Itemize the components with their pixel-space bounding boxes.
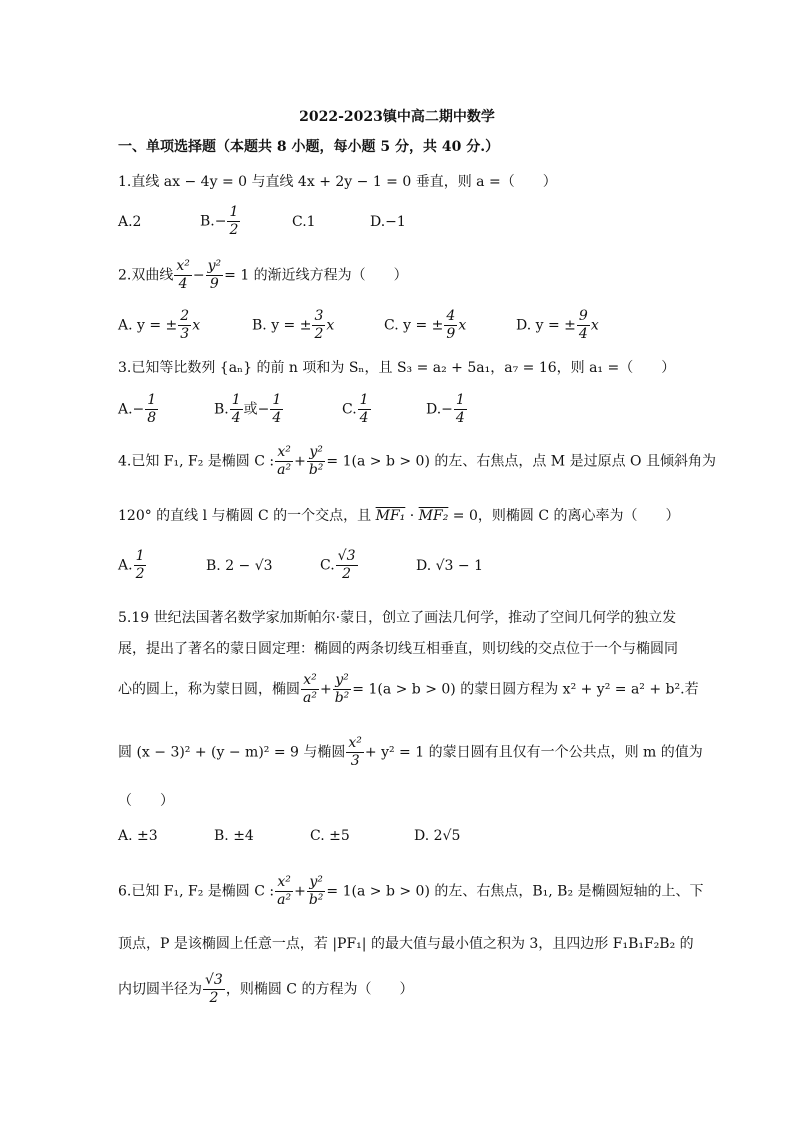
frac [134, 548, 147, 583]
frac2 [307, 444, 326, 479]
pre: A. [118, 557, 133, 574]
question-5-line2: 展，提出了著名的蒙日圆定理：椭圆的两条切线互相垂直，则切线的交点位于一个与椭圆同 [118, 641, 678, 657]
q2-pre: 2.双曲线 [118, 267, 174, 284]
q2-option-a [118, 308, 200, 343]
den: a² [277, 892, 292, 908]
num: x² [275, 444, 293, 462]
vector-mf1: MF₁ [375, 508, 406, 524]
num: x² [275, 874, 293, 892]
page-title: 2022-2023镇中高二期中数学 [299, 109, 495, 125]
question-1-stem: 1.直线 ax − 4y = 0 与直线 4x + 2y − 1 = 0 垂直，则 a =（ ） [118, 174, 557, 190]
frac [346, 735, 364, 770]
frac [203, 972, 225, 1007]
q2-option-b [252, 308, 334, 343]
question-2-stem [118, 258, 408, 293]
pre: 心的圆上，称为蒙日圆，椭圆 [118, 681, 300, 698]
question-4-stem-line1 [118, 444, 716, 479]
frac [336, 548, 358, 583]
pre: D.− [426, 401, 453, 418]
num: √3 [337, 548, 356, 564]
num: x² [348, 735, 362, 751]
pre: D. y = ± [516, 317, 576, 334]
pre: 4.已知 F₁, F₂ 是椭圆 C : [118, 453, 275, 470]
question-3-stem: 3.已知等比数列 {aₙ} 的前 n 项和为 Sₙ，且 S₃ = a₂ + 5a₁，a₇ = 16，则 a₁ =（ ） [118, 360, 676, 376]
den: 2 [135, 566, 145, 582]
dot: · [405, 508, 419, 524]
den: 2 [229, 222, 239, 238]
plus: + [294, 883, 306, 900]
den: a² [277, 462, 292, 478]
num: 1 [231, 392, 241, 408]
q5-option-d: D. 2√5 [414, 828, 461, 844]
frac2 [333, 672, 352, 707]
post: x [192, 317, 201, 334]
question-5-line4 [118, 735, 703, 770]
den: 9 [209, 276, 219, 292]
pre: 6.已知 F₁, F₂ 是椭圆 C : [118, 883, 275, 900]
question-5-line1: 5.19 世纪法国著名数学家加斯帕尔·蒙日，创立了画法几何学，推动了空间几何学的独立发 [118, 610, 677, 626]
num: 1 [359, 392, 369, 408]
den: 8 [147, 410, 157, 426]
q3-option-a [118, 392, 159, 427]
pre: 120° 的直线 l 与椭圆 C 的一个交点，且 [118, 508, 376, 524]
pre: C. [342, 401, 357, 418]
question-6-line3 [118, 972, 413, 1007]
q3-option-d [426, 392, 468, 427]
post: x [458, 317, 467, 334]
den: 4 [578, 326, 588, 342]
num: 1 [135, 548, 145, 564]
num: 9 [578, 308, 588, 324]
q4-option-b: B. 2 − √3 [206, 558, 273, 574]
den: 4 [272, 410, 282, 426]
pre: C. [320, 557, 335, 574]
pre: C. y = ± [384, 317, 444, 334]
q4-option-d: D. √3 − 1 [416, 558, 483, 574]
num: y² [333, 672, 352, 690]
num: x² [301, 672, 319, 690]
num: 1 [272, 392, 282, 408]
question-6-line2: 顶点，P 是该椭圆上任意一点，若 |PF₁| 的最大值与最小值之积为 3，且四边形 F₁B₁F₂B₂ 的 [118, 936, 694, 952]
post: x [326, 317, 335, 334]
den: 4 [231, 410, 241, 426]
q1-b-sign: B.− [200, 213, 227, 230]
q3-option-b [214, 392, 284, 427]
num: 1 [455, 392, 465, 408]
q1-option-a: A.2 [118, 214, 142, 230]
frac [577, 308, 590, 343]
plus: + [294, 453, 306, 470]
frac [358, 392, 371, 427]
num: y² [307, 444, 326, 462]
q1-option-c: C.1 [292, 214, 316, 230]
num: y² [207, 258, 222, 274]
q4-option-c [320, 548, 359, 583]
post: + y² = 1 的蒙日圆有且仅有一个公共点，则 m 的值为 [364, 744, 703, 761]
frac [454, 392, 467, 427]
pre: B. [214, 401, 229, 418]
frac [178, 308, 191, 343]
question-5-line5: （ ） [118, 793, 174, 809]
pre: A.− [118, 401, 145, 418]
q5-option-c: C. ±5 [310, 828, 350, 844]
or: 或− [243, 401, 270, 418]
num: y² [307, 874, 326, 892]
den: b² [308, 462, 324, 478]
den: 2 [209, 990, 219, 1006]
den: a² [303, 690, 317, 706]
post: = 0，则椭圆 C 的离心率为（ ） [448, 508, 680, 524]
frac1 [275, 444, 293, 479]
frac2 [307, 874, 326, 909]
pre: 内切圆半径为 [118, 981, 202, 998]
den: 2 [314, 326, 324, 342]
frac1 [275, 874, 293, 909]
post: ，则椭圆 C 的方程为（ ） [225, 981, 414, 998]
question-4-stem-line2 [118, 505, 679, 525]
num: 4 [446, 308, 456, 324]
pre: B. y = ± [252, 317, 312, 334]
frac2 [270, 392, 283, 427]
num: x² [176, 258, 190, 274]
question-6-line1 [118, 874, 704, 909]
vector-mf2: MF₂ [418, 508, 449, 524]
q4-option-a [118, 548, 147, 583]
num: 1 [147, 392, 157, 408]
den: 4 [455, 410, 465, 426]
pre: A. y = ± [118, 317, 178, 334]
den: 9 [446, 326, 456, 342]
q5-option-a: A. ±3 [118, 828, 158, 844]
q1-option-b [200, 204, 241, 239]
q5-option-b: B. ±4 [214, 828, 254, 844]
post: = 1(a > b > 0) 的左、右焦点，B₁, B₂ 是椭圆短轴的上、下 [326, 883, 704, 900]
pre: 圆 (x − 3)² + (y − m)² = 9 与椭圆 [118, 744, 346, 761]
q3-option-c [342, 392, 372, 427]
post: x [590, 317, 599, 334]
q2-minus: − [192, 267, 205, 284]
frac1 [301, 672, 319, 707]
num: √3 [205, 972, 223, 988]
q2-post: = 1 的渐近线方程为（ ） [224, 267, 408, 284]
q2-option-c [384, 308, 466, 343]
post: = 1(a > b > 0) 的左、右焦点，点 M 是过原点 O 且倾斜角为 [326, 453, 716, 470]
post: = 1(a > b > 0) 的蒙日圆方程为 x² + y² = a² + b².若 [352, 681, 699, 698]
question-5-line3 [118, 672, 699, 707]
den: 2 [342, 566, 352, 582]
den: 3 [180, 326, 190, 342]
q1-option-d: D.−1 [370, 214, 406, 230]
den: 4 [359, 410, 369, 426]
frac [145, 392, 158, 427]
den: b² [308, 892, 324, 908]
q2-frac1 [174, 258, 192, 293]
section-heading: 一、单项选择题（本题共 8 小题，每小题 5 分，共 40 分.） [118, 139, 500, 155]
frac [312, 308, 325, 343]
num: 2 [180, 308, 190, 324]
den: b² [334, 690, 350, 706]
num: 1 [229, 204, 239, 220]
den: 4 [178, 276, 188, 292]
den: 3 [350, 753, 360, 769]
q2-frac2 [206, 258, 224, 293]
frac1 [230, 392, 243, 427]
frac [444, 308, 457, 343]
plus: + [319, 681, 332, 698]
num: 3 [314, 308, 324, 324]
q1-b-fraction [227, 204, 240, 239]
q2-option-d [516, 308, 599, 343]
